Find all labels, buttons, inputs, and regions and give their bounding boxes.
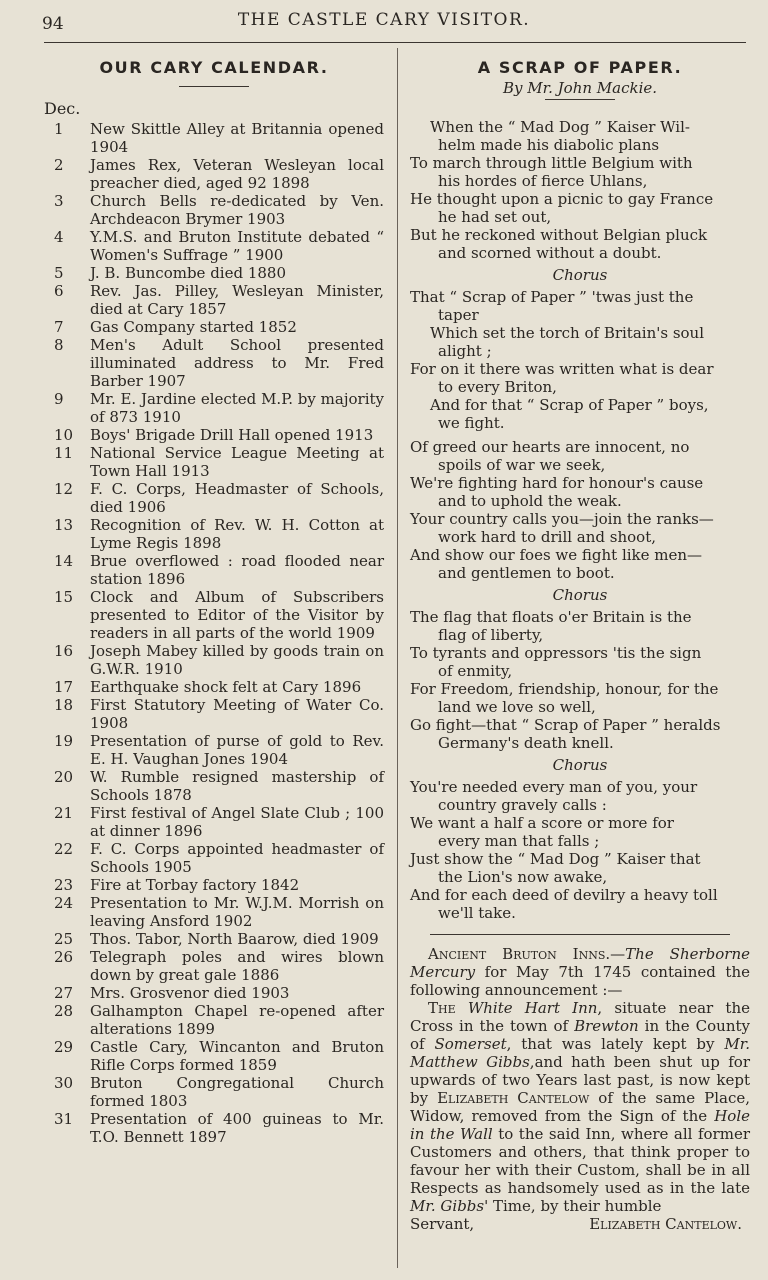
poem-line: And for each deed of devilry a heavy toll [410, 886, 718, 904]
entry-day: 29 [54, 1038, 74, 1056]
poem-stanza [410, 608, 750, 752]
entry-text: Church Bells re-dedicated by Ven. Archdeacon Brymer 1903 [90, 192, 384, 228]
calendar-column [44, 52, 384, 1146]
entry-day: 15 [54, 588, 74, 606]
entry-text: New Skittle Alley at Britannia opened 1904 [90, 120, 384, 156]
entry-day: 20 [54, 768, 74, 786]
entry-text: Presentation of purse of gold to Rev. E. H. Vaughan Jones 1904 [90, 732, 384, 768]
calendar-entry [44, 480, 384, 516]
poem-line: We're fighting hard for honour's cause [410, 474, 704, 492]
entry-text: Mrs. Grosvenor died 1903 [90, 984, 290, 1002]
entry-day: 26 [54, 948, 74, 966]
poem-line: of enmity, [438, 662, 513, 680]
poem-line: He thought upon a picnic to gay France [410, 190, 714, 208]
inns-place: Brewton [574, 1017, 639, 1035]
entry-day: 5 [54, 264, 64, 282]
entry-day: 14 [54, 552, 74, 570]
poem-line: taper [438, 306, 479, 324]
entry-day: 31 [54, 1110, 74, 1128]
entry-text: Clock and Album of Subscribers presented to Editor of the Visitor by readers in all parts of the world 1909 [90, 588, 384, 642]
entry-day: 21 [54, 804, 74, 822]
calendar-entry [44, 282, 384, 318]
entry-text: Rev. Jas. Pilley, Wesleyan Minister, died at Cary 1857 [90, 282, 384, 318]
inns-text: to the said Inn, where all former Customers and others, that think proper to favour her with their Custom, shall be in all Respects as handsomely used as in the late [410, 1125, 750, 1197]
poem-line: helm made his diabolic plans [438, 136, 660, 154]
section-rule [430, 934, 730, 935]
poem-line: we fight. [438, 414, 505, 432]
inns-person: Elizabeth Cantelow [437, 1089, 590, 1107]
entry-day: 28 [54, 1002, 74, 1020]
entry-text: Bruton Congregational Church formed 1803 [90, 1074, 384, 1110]
poem-line: For Freedom, friendship, honour, for the [410, 680, 719, 698]
poem-stanza [410, 118, 750, 262]
poem-stanza [410, 778, 750, 922]
entry-day: 2 [54, 156, 64, 174]
entry-text: Presentation to Mr. W.J.M. Morrish on leaving Ansford 1902 [90, 894, 384, 930]
calendar-entry [44, 984, 384, 1002]
poem-line: The flag that floats o'er Britain is the [410, 608, 692, 626]
inns-paper: The Sherborne Mercury [410, 945, 750, 981]
poem-line: country gravely calls : [438, 796, 607, 814]
top-rule [44, 42, 746, 43]
poem-heading-rule [545, 99, 615, 100]
entry-day: 8 [54, 336, 64, 354]
entry-text: Thos. Tabor, North Baarow, died 1909 [90, 930, 379, 948]
poem-line: For on it there was written what is dear [410, 360, 714, 378]
poem-stanza [410, 438, 750, 582]
poem-line: and gentlemen to boot. [438, 564, 615, 582]
entry-text: Galhampton Chapel re-opened after alterations 1899 [90, 1002, 384, 1038]
calendar-entry [44, 588, 384, 642]
entry-day: 19 [54, 732, 74, 750]
poem-line: You're needed every man of you, your [410, 778, 698, 796]
entry-text: Telegraph poles and wires blown down by great gale 1886 [90, 948, 384, 984]
entry-text: Fire at Torbay factory 1842 [90, 876, 300, 894]
poem-line: land we love so well, [438, 698, 596, 716]
inns-servant: Servant, [410, 1215, 475, 1233]
chorus-label: Chorus [552, 266, 608, 284]
entry-day: 22 [54, 840, 74, 858]
entry-text: Recognition of Rev. W. H. Cotton at Lyme Regis 1898 [90, 516, 384, 552]
inns-article [410, 945, 750, 1215]
poem-line: That “ Scrap of Paper ” 'twas just the [410, 288, 694, 306]
calendar-entry [44, 948, 384, 984]
running-head: THE CASTLE CARY VISITOR. [237, 10, 531, 30]
entry-text: Y.M.S. and Bruton Institute debated “ Women's Suffrage ” 1900 [90, 228, 384, 264]
entry-text: F. C. Corps, Headmaster of Schools, died 1906 [90, 480, 384, 516]
calendar-entry [44, 444, 384, 480]
entry-text: First Statutory Meeting of Water Co. 1908 [90, 696, 384, 732]
inns-text: of the same Place, Widow, removed from the Sign of the [410, 1089, 750, 1125]
poem-line: to every Briton, [438, 378, 557, 396]
calendar-entry [44, 930, 384, 948]
poem-line: We want a half a score or more for [410, 814, 674, 832]
entry-day: 6 [54, 282, 64, 300]
entry-text: Presentation of 400 guineas to Mr. T.O. Bennett 1897 [90, 1110, 384, 1146]
calendar-heading-rule [179, 86, 249, 87]
poem-line: And show our foes we fight like men— [410, 546, 703, 564]
entry-text: Castle Cary, Wincanton and Bruton Rifle Corps formed 1859 [90, 1038, 384, 1074]
entry-day: 12 [54, 480, 74, 498]
entry-day: 10 [54, 426, 74, 444]
poem-byline: By Mr. John Mackie. [502, 79, 658, 97]
entry-day: 23 [54, 876, 74, 894]
entry-text: Gas Company started 1852 [90, 318, 297, 336]
calendar-entry [44, 390, 384, 426]
entry-day: 17 [54, 678, 74, 696]
calendar-month: Dec. [44, 99, 81, 118]
entry-day: 4 [54, 228, 64, 246]
entry-text: Men's Adult School presented illuminated address to Mr. Fred Barber 1907 [90, 336, 384, 390]
calendar-entry [44, 264, 384, 282]
poem-line: And for that “ Scrap of Paper ” boys, [430, 396, 709, 414]
calendar-entry [44, 156, 384, 192]
inns-the: The [428, 999, 468, 1017]
column-rule [397, 48, 398, 1268]
calendar-entry [44, 768, 384, 804]
poem-heading: A SCRAP OF PAPER. [477, 58, 683, 77]
calendar-entry [44, 192, 384, 228]
calendar-entry [44, 894, 384, 930]
poem-line: Germany's death knell. [438, 734, 614, 752]
entry-day: 16 [54, 642, 74, 660]
calendar-entry [44, 426, 384, 444]
poem-line: work hard to drill and shoot, [438, 528, 656, 546]
inns-signature: Elizabeth Cantelow. [589, 1215, 742, 1233]
calendar-entry [44, 876, 384, 894]
inns-text: in the County of [410, 1017, 750, 1053]
calendar-entry [44, 318, 384, 336]
entry-day: 25 [54, 930, 74, 948]
inns-signoff [410, 1215, 750, 1233]
calendar-entry [44, 1110, 384, 1146]
poem-line: his hordes of fierce Uhlans, [438, 172, 648, 190]
entry-text: Brue overflowed : road flooded near station 1896 [90, 552, 384, 588]
entry-text: National Service League Meeting at Town Hall 1913 [90, 444, 384, 480]
entry-day: 3 [54, 192, 64, 210]
poem-line: flag of liberty, [438, 626, 544, 644]
inns-text: Time, by their humble [488, 1197, 662, 1215]
entry-day: 9 [54, 390, 64, 408]
entry-day: 24 [54, 894, 74, 912]
calendar-entry [44, 804, 384, 840]
poem-line: But he reckoned without Belgian pluck [410, 226, 708, 244]
entry-day: 18 [54, 696, 74, 714]
calendar-entry [44, 1002, 384, 1038]
inns-person: Mr. Gibbs' [410, 1197, 489, 1215]
entry-text: First festival of Angel Slate Club ; 100 at dinner 1896 [90, 804, 384, 840]
calendar-entry [44, 696, 384, 732]
poem-line: the Lion's now awake, [438, 868, 608, 886]
inns-dash: — [610, 945, 626, 963]
inns-county: Somerset [434, 1035, 507, 1053]
calendar-entry [44, 642, 384, 678]
inns-title: Ancient Bruton Inns. [428, 945, 611, 963]
entry-text: Joseph Mabey killed by goods train on G.W.R. 1910 [90, 642, 384, 678]
poem-line: Which set the torch of Britain's soul [430, 324, 705, 342]
inn-name: White Hart Inn [467, 999, 598, 1017]
entry-text: Earthquake shock felt at Cary 1896 [90, 678, 362, 696]
calendar-entry [44, 552, 384, 588]
page-number: 94 [42, 14, 64, 34]
entry-text: James Rex, Veteran Wesleyan local preacher died, aged 92 1898 [90, 156, 384, 192]
entry-text: Boys' Brigade Drill Hall opened 1913 [90, 426, 374, 444]
inns-text: , situate near the Cross in the town of [410, 999, 750, 1035]
poem-line: Go fight—that “ Scrap of Paper ” heralds [410, 716, 721, 734]
calendar-entry [44, 228, 384, 264]
calendar-entry [44, 516, 384, 552]
poem-line: alight ; [438, 342, 492, 360]
calendar-entries [44, 120, 384, 1146]
calendar-entry [44, 336, 384, 390]
entry-text: W. Rumble resigned mastership of Schools 1878 [90, 768, 384, 804]
poem-column [410, 52, 750, 1233]
poem-line: When the “ Mad Dog ” Kaiser Wil- [430, 118, 690, 136]
poem-line: To march through little Belgium with [410, 154, 693, 172]
entry-day: 13 [54, 516, 74, 534]
poem-line: Your country calls you—join the ranks— [410, 510, 714, 528]
calendar-entry [44, 678, 384, 696]
poem-line: we'll take. [438, 904, 516, 922]
poem-body [410, 118, 750, 922]
calendar-entry [44, 1038, 384, 1074]
poem-line: To tyrants and oppressors 'tis the sign [410, 644, 702, 662]
calendar-entry [44, 120, 384, 156]
calendar-entry [44, 732, 384, 768]
entry-text: F. C. Corps appointed headmaster of Schools 1905 [90, 840, 384, 876]
poem-chorus [410, 288, 750, 432]
entry-day: 1 [54, 120, 64, 138]
chorus-label: Chorus [552, 756, 608, 774]
poem-line: and to uphold the weak. [438, 492, 622, 510]
poem-line: spoils of war we seek, [438, 456, 606, 474]
inns-intro: for May 7th 1745 contained the following announcement :— [410, 963, 750, 999]
entry-text: Mr. E. Jardine elected M.P. by majority of 873 1910 [90, 390, 384, 426]
inns-person: Mr. Matthew Gibbs [410, 1035, 750, 1071]
poem-line: he had set out, [438, 208, 552, 226]
calendar-entry [44, 1074, 384, 1110]
chorus-label: Chorus [552, 586, 608, 604]
poem-line: and scorned without a doubt. [438, 244, 662, 262]
inns-text: , that was lately kept by [506, 1035, 725, 1053]
inns-sign: Hole in the Wall [410, 1107, 750, 1143]
calendar-heading: OUR CARY CALENDAR. [99, 58, 329, 77]
poem-line: Just show the “ Mad Dog ” Kaiser that [410, 850, 701, 868]
entry-day: 11 [54, 444, 74, 462]
poem-line: Of greed our hearts are innocent, no [410, 438, 690, 456]
entry-day: 27 [54, 984, 74, 1002]
entry-text: J. B. Buncombe died 1880 [90, 264, 287, 282]
inns-text: ,and hath been shut up for upwards of two Years last past, is now kept by [410, 1053, 751, 1107]
poem-line: every man that falls ; [438, 832, 600, 850]
calendar-entry [44, 840, 384, 876]
entry-day: 30 [54, 1074, 74, 1092]
entry-day: 7 [54, 318, 64, 336]
